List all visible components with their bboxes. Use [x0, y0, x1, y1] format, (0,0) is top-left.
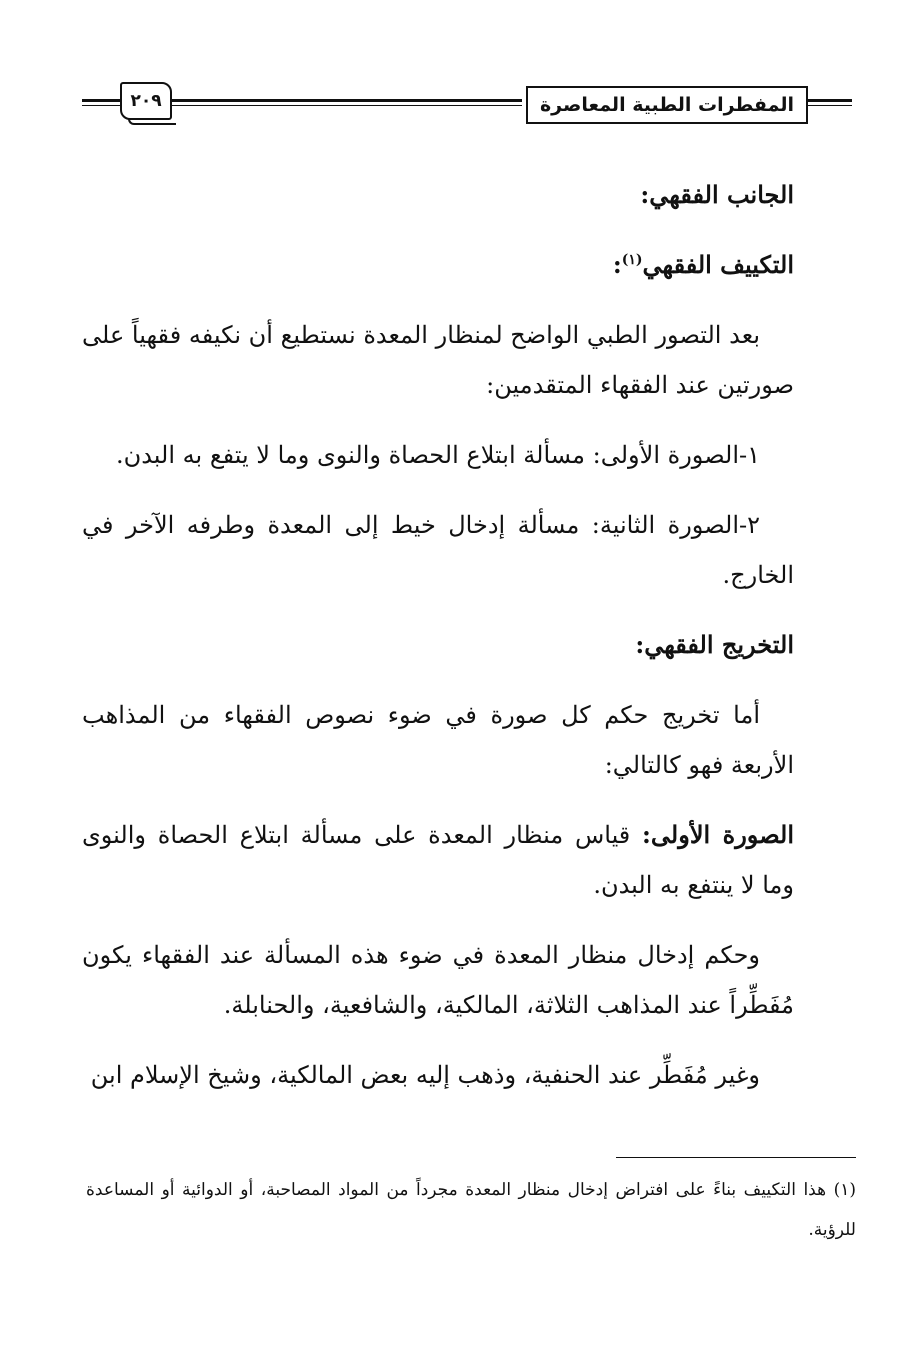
subheading-takyeef-colon: :	[612, 250, 622, 279]
first-form-lead: الصورة الأولى:	[642, 820, 794, 849]
footnote-ref-1: (١)	[621, 252, 643, 268]
header-rule-left-thin	[82, 105, 122, 106]
header-rule-middle	[170, 99, 522, 102]
header-rule-middle-thin	[170, 105, 522, 106]
running-header	[82, 78, 852, 124]
list-item-1: ١-الصورة الأولى: مسألة ابتلاع الحصاة والنوى وما لا يتفع به البدن.	[115, 441, 760, 469]
footnote-1: (١) هذا التكييف بناءً على افتراض إدخال منظار المعدة مجرداً من المواد المصاحبة، أو الدوائية أو المساعدة للرؤية.	[86, 1180, 856, 1240]
page-number: ٢٠٩	[120, 82, 172, 120]
paragraph-ruling-2: وغير مُفَطِّر عند الحنفية، وذهب إليه بعض المالكية، وشيخ الإسلام ابن	[90, 1061, 760, 1089]
header-rule-right-thin	[804, 105, 852, 106]
subheading-takhreej: التخريج الفقهي:	[635, 630, 794, 659]
main-text	[82, 170, 794, 1120]
first-form-text: قياس منظار المعدة على مسألة ابتلاع الحصاة والنوى وما لا ينتفع به البدن.	[82, 821, 794, 899]
subheading-takyeef-text: التكييف الفقهي	[642, 250, 794, 279]
header-rule-right	[804, 99, 852, 102]
paragraph-first-form	[82, 810, 794, 910]
subheading-takyeef	[82, 240, 794, 290]
paragraph-takhreej: أما تخريج حكم كل صورة في ضوء نصوص الفقهاء من المذاهب الأربعة فهو كالتالي:	[82, 701, 794, 779]
paragraph-ruling-1: وحكم إدخال منظار المعدة في ضوء هذه المسألة عند الفقهاء يكون مُفَطِّراً عند المذاهب الثلاثة، المالكية، والشافعية، والحنابلة.	[82, 941, 794, 1019]
book-title: المفطرات الطبية المعاصرة	[526, 86, 808, 124]
section-heading: الجانب الفقهي:	[640, 180, 794, 209]
paragraph-intro: بعد التصور الطبي الواضح لمنظار المعدة نستطيع أن نكيفه فقهياً على صورتين عند الفقهاء المتقدمين:	[82, 321, 794, 399]
header-rule-left	[82, 99, 122, 102]
list-item-2: ٢-الصورة الثانية: مسألة إدخال خيط إلى المعدة وطرفه الآخر في الخارج.	[82, 511, 794, 589]
footnote-separator	[616, 1157, 856, 1158]
